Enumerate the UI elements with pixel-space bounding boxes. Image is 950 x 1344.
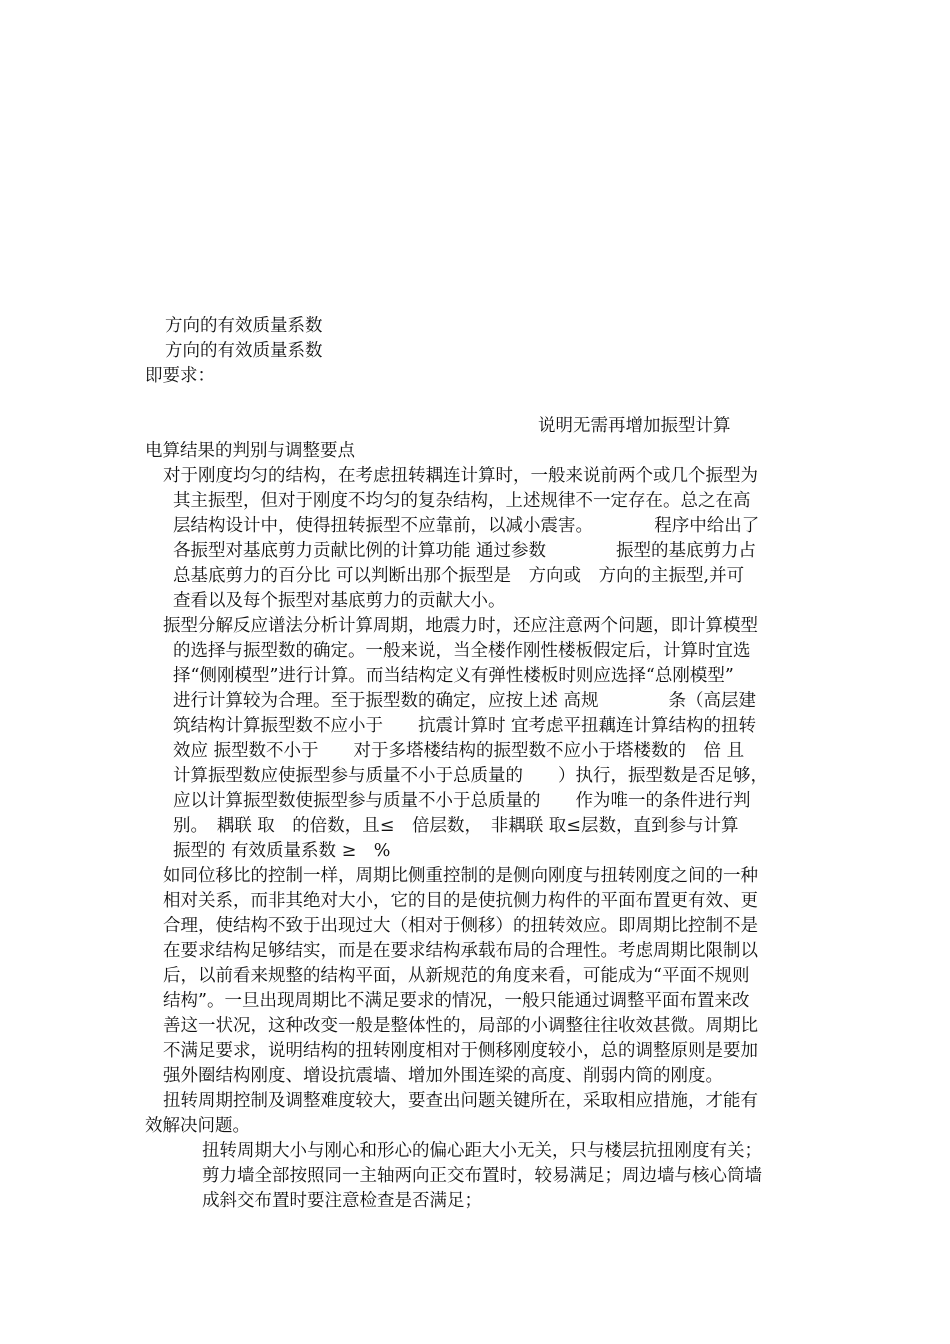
text-line: 善这一状况，这种改变一般是整体性的，局部的小调整往往收效甚微。周期比	[163, 1016, 758, 1036]
text-line: 相对关系，而非其绝对大小，它的目的是使抗侧力构件的平面布置更有效、更	[163, 891, 758, 911]
text-line: 总基底剪力的百分比 可以判断出那个振型是 方向或 方向的主振型,并可	[173, 566, 745, 586]
text-line: 方向的有效质量系数	[165, 341, 323, 361]
text-line: 结构”。一旦出现周期比不满足要求的情况，一般只能通过调整平面布置来改	[163, 991, 750, 1011]
text-line: 别。 耦联 取 的倍数，且≤ 倍层数， 非耦联 取≤层数，直到参与计算	[173, 816, 739, 836]
text-line: 说明无需再增加振型计算	[538, 416, 731, 436]
text-line: 振型分解反应谱法分析计算周期，地震力时，还应注意两个问题，即计算模型	[163, 616, 758, 636]
text-line: 在要求结构足够结实，而是在要求结构承载布局的合理性。考虑周期比限制以	[163, 941, 758, 961]
text-line: 择“侧刚模型”进行计算。而当结构定义有弹性楼板时则应选择“总刚模型”	[173, 666, 734, 686]
text-line: 扭转周期大小与刚心和形心的偏心距大小无关，只与楼层抗扭刚度有关；	[202, 1141, 762, 1161]
text-line: 效应 振型数不小于 对于多塔楼结构的振型数不应小于塔楼数的 倍 且	[173, 741, 745, 761]
text-line: 强外圈结构刚度、增设抗震墙、增加外围连梁的高度、削弱内筒的刚度。	[163, 1066, 723, 1086]
text-line: 剪力墙全部按照同一主轴两向正交布置时，较易满足；周边墙与核心筒墙	[202, 1166, 762, 1186]
text-line: 成斜交布置时要注意检查是否满足；	[202, 1191, 482, 1211]
text-line: 进行计算较为合理。至于振型数的确定，应按上述 高规 条（高层建	[173, 691, 757, 711]
text-line: 即要求：	[145, 366, 215, 386]
text-line: 筑结构计算振型数不应小于 抗震计算时 宜考虑平扭藕连计算结构的扭转	[173, 716, 757, 736]
text-line: 层结构设计中，使得扭转振型不应靠前，以减小震害。 程序中给出了	[173, 516, 760, 536]
text-line: 对于刚度均匀的结构，在考虑扭转耦连计算时，一般来说前两个或几个振型为	[163, 466, 758, 486]
text-line: 振型的 有效质量系数 ≥ %	[173, 841, 391, 861]
text-line: 如同位移比的控制一样，周期比侧重控制的是侧向刚度与扭转刚度之间的一种	[163, 866, 758, 886]
text-line: 不满足要求，说明结构的扭转刚度相对于侧移刚度较小，总的调整原则是要加	[163, 1041, 758, 1061]
text-line: 后，以前看来规整的结构平面，从新规范的角度来看，可能成为“平面不规则	[163, 966, 750, 986]
text-line: 查看以及每个振型对基底剪力的贡献大小。	[173, 591, 506, 611]
text-line: 应以计算振型数使振型参与质量不小于总质量的 作为唯一的条件进行判	[173, 791, 751, 811]
text-line: 各振型对基底剪力贡献比例的计算功能 通过参数 振型的基底剪力占	[173, 541, 757, 561]
text-line: 其主振型，但对于刚度不均匀的复杂结构，上述规律不一定存在。总之在高	[173, 491, 751, 511]
section-heading: 电算结果的判别与调整要点	[145, 441, 355, 461]
text-line: 扭转周期控制及调整难度较大，要查出问题关键所在，采取相应措施，才能有	[163, 1091, 758, 1111]
text-line: 合理，使结构不致于出现过大（相对于侧移）的扭转效应。即周期比控制不是	[163, 916, 758, 936]
text-line: 计算振型数应使振型参与质量不小于总质量的 ）执行，振型数是否足够，	[173, 766, 768, 786]
text-line: 效解决问题。	[145, 1116, 250, 1136]
text-line: 方向的有效质量系数	[165, 316, 323, 336]
text-line: 的选择与振型数的确定。一般来说，当全楼作刚性楼板假定后，计算时宜选	[173, 641, 751, 661]
